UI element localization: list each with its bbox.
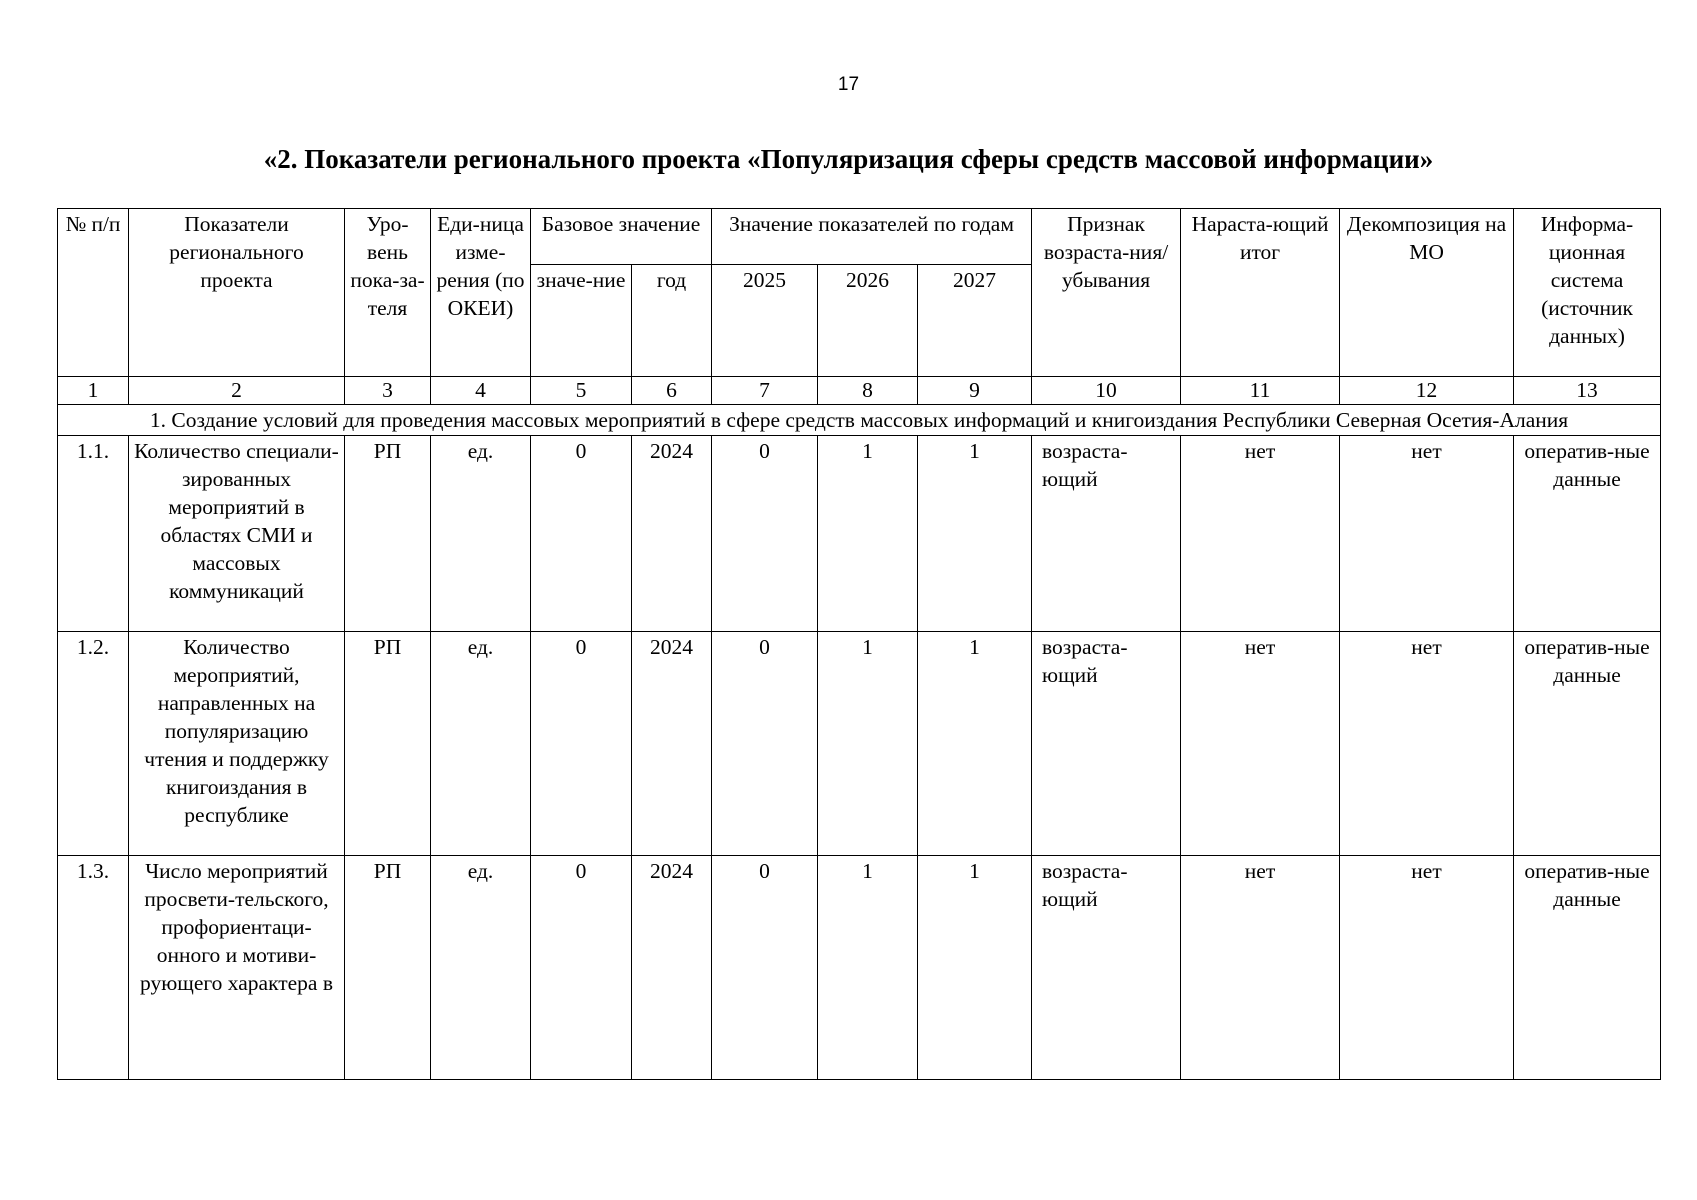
- column-number: 2: [129, 377, 345, 405]
- cell-number: 1.3.: [58, 856, 129, 1080]
- cell-level: РП: [345, 856, 431, 1080]
- document-title: «2. Показатели регионального проекта «Популяризация сферы средств массовой информации»: [263, 144, 1434, 174]
- cell-value-2027: 1: [918, 632, 1032, 856]
- cell-value-2026: 1: [818, 436, 918, 632]
- column-number: 4: [431, 377, 531, 405]
- header-level: Уро-вень пока-за-теля: [345, 209, 431, 377]
- header-base-value-value: значе-ние: [531, 265, 632, 377]
- header-indicator: Показатели регионального проекта: [129, 209, 345, 377]
- cell-decomposition: нет: [1340, 436, 1514, 632]
- header-info-system: Информа-ционная система (источник данных): [1514, 209, 1661, 377]
- column-number: 3: [345, 377, 431, 405]
- column-number: 8: [818, 377, 918, 405]
- section-row: [58, 405, 1661, 436]
- page-number: 17: [837, 74, 860, 95]
- header-decomposition: Декомпозиция на МО: [1340, 209, 1514, 377]
- cell-info-system: оператив-ные данные: [1514, 632, 1661, 856]
- header-values-by-year: Значение показателей по годам: [712, 209, 1032, 265]
- header-unit: Еди-ница изме-рения (по ОКЕИ): [431, 209, 531, 377]
- cell-cumulative: нет: [1181, 632, 1340, 856]
- cell-decomposition: нет: [1340, 632, 1514, 856]
- table-row: [58, 436, 1661, 632]
- column-number: 12: [1340, 377, 1514, 405]
- cell-unit: ед.: [431, 856, 531, 1080]
- header-trend: Признак возраста-ния/ убывания: [1032, 209, 1181, 377]
- header-number: № п/п: [58, 209, 129, 377]
- cell-indicator: Число мероприятий просвети-тельского, профориентаци-онного и мотиви-рующего характера в: [129, 856, 345, 1080]
- cell-value-2027: 1: [918, 856, 1032, 1080]
- cell-value-2027: 1: [918, 436, 1032, 632]
- cell-base-year: 2024: [632, 632, 712, 856]
- column-number: 6: [632, 377, 712, 405]
- cell-number: 1.2.: [58, 632, 129, 856]
- column-number: 10: [1032, 377, 1181, 405]
- column-number: 13: [1514, 377, 1661, 405]
- table-row: [58, 856, 1661, 1080]
- table-row: [58, 632, 1661, 856]
- header-base-value: Базовое значение: [531, 209, 712, 265]
- column-numbers-row: [58, 377, 1661, 405]
- cell-trend: возраста-ющий: [1032, 632, 1181, 856]
- cell-value-2026: 1: [818, 632, 918, 856]
- column-number: 7: [712, 377, 818, 405]
- cell-trend: возраста-ющий: [1032, 436, 1181, 632]
- cell-base-year: 2024: [632, 436, 712, 632]
- indicators-table: [57, 208, 1661, 1080]
- cell-cumulative: нет: [1181, 856, 1340, 1080]
- cell-info-system: оператив-ные данные: [1514, 436, 1661, 632]
- cell-number: 1.1.: [58, 436, 129, 632]
- cell-level: РП: [345, 632, 431, 856]
- cell-base-year: 2024: [632, 856, 712, 1080]
- cell-value-2026: 1: [818, 856, 918, 1080]
- cell-level: РП: [345, 436, 431, 632]
- column-number: 1: [58, 377, 129, 405]
- header-cumulative: Нараста-ющий итог: [1181, 209, 1340, 377]
- cell-unit: ед.: [431, 436, 531, 632]
- cell-decomposition: нет: [1340, 856, 1514, 1080]
- cell-indicator: Количество специали-зированных мероприятий в областях СМИ и массовых коммуникаций: [129, 436, 345, 632]
- header-year-2026: 2026: [818, 265, 918, 377]
- cell-value-2025: 0: [712, 632, 818, 856]
- column-number: 11: [1181, 377, 1340, 405]
- header-year-2025: 2025: [712, 265, 818, 377]
- cell-unit: ед.: [431, 632, 531, 856]
- cell-value-2025: 0: [712, 436, 818, 632]
- cell-base-value: 0: [531, 632, 632, 856]
- column-number: 5: [531, 377, 632, 405]
- cell-base-value: 0: [531, 436, 632, 632]
- cell-cumulative: нет: [1181, 436, 1340, 632]
- header-base-value-year: год: [632, 265, 712, 377]
- cell-indicator: Количество мероприятий, направленных на популяризацию чтения и поддержку книгоиздания в республике: [129, 632, 345, 856]
- section-title: 1. Создание условий для проведения массовых мероприятий в сфере средств массовых информаций и книгоиздания Республики Северная Осетия-Алания: [58, 405, 1661, 436]
- cell-base-value: 0: [531, 856, 632, 1080]
- cell-info-system: оператив-ные данные: [1514, 856, 1661, 1080]
- cell-value-2025: 0: [712, 856, 818, 1080]
- header-year-2027: 2027: [918, 265, 1032, 377]
- header-row: [58, 209, 1661, 265]
- cell-trend: возраста-ющий: [1032, 856, 1181, 1080]
- column-number: 9: [918, 377, 1032, 405]
